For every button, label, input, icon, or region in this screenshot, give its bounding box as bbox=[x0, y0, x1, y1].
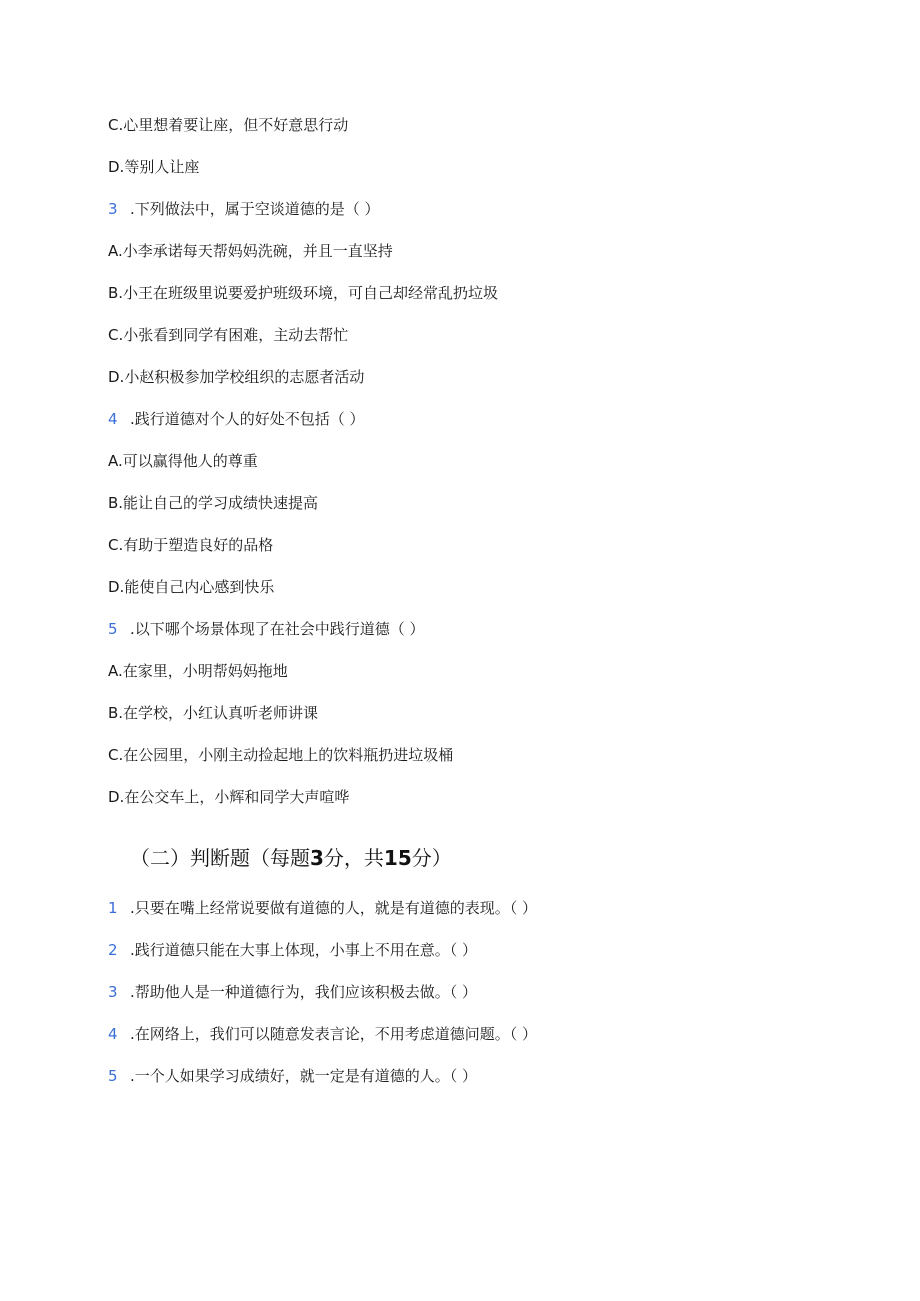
option-text: B.在学校，小红认真听老师讲课 bbox=[108, 704, 319, 722]
question-line bbox=[108, 409, 365, 429]
section-heading-prefix: （二）判断题（每题 bbox=[130, 846, 310, 870]
option-line bbox=[108, 787, 349, 807]
question-number: 1 bbox=[108, 899, 118, 917]
option-line bbox=[108, 493, 318, 513]
option-line bbox=[108, 157, 199, 177]
question-line bbox=[108, 940, 477, 960]
option-text: B.小王在班级里说要爱护班级环境，可自己却经常乱扔垃圾 bbox=[108, 284, 499, 302]
question-text: .以下哪个场景体现了在社会中践行道德（ ） bbox=[130, 620, 425, 638]
question-line bbox=[108, 619, 425, 639]
section-heading-suffix: 分） bbox=[411, 846, 452, 870]
option-line bbox=[108, 367, 364, 387]
question-number: 3 bbox=[108, 200, 118, 218]
question-text: .一个人如果学习成绩好，就一定是有道德的人。（ ） bbox=[130, 1067, 478, 1085]
question-text: .帮助他人是一种道德行为，我们应该积极去做。（ ） bbox=[130, 983, 478, 1001]
option-text: D.小赵积极参加学校组织的志愿者活动 bbox=[108, 368, 365, 386]
question-number: 4 bbox=[108, 410, 118, 428]
option-text: A.可以赢得他人的尊重 bbox=[108, 452, 258, 470]
option-text: C.心里想着要让座，但不好意思行动 bbox=[108, 116, 349, 134]
option-line bbox=[108, 661, 288, 681]
question-line bbox=[108, 898, 537, 918]
question-line bbox=[108, 199, 380, 219]
option-text: D.能使自己内心感到快乐 bbox=[108, 578, 275, 596]
question-text: .践行道德只能在大事上体现，小事上不用在意。（ ） bbox=[130, 941, 478, 959]
question-text: .下列做法中，属于空谈道德的是（ ） bbox=[130, 200, 380, 218]
option-text: C.小张看到同学有困难，主动去帮忙 bbox=[108, 326, 349, 344]
option-text: C.在公园里，小刚主动捡起地上的饮料瓶扔进垃圾桶 bbox=[108, 746, 454, 764]
question-number: 2 bbox=[108, 941, 118, 959]
section-heading-mid: 分，共 bbox=[323, 846, 384, 870]
option-text: A.小李承诺每天帮妈妈洗碗，并且一直坚持 bbox=[108, 242, 393, 260]
option-text: C.有助于塑造良好的品格 bbox=[108, 536, 274, 554]
section-points-each: 3 bbox=[310, 846, 324, 870]
option-text: A.在家里，小明帮妈妈拖地 bbox=[108, 662, 288, 680]
question-line bbox=[108, 982, 477, 1002]
question-text: .践行道德对个人的好处不包括（ ） bbox=[130, 410, 365, 428]
option-line bbox=[108, 325, 348, 345]
question-text: .在网络上，我们可以随意发表言论，不用考虑道德问题。（ ） bbox=[130, 1025, 538, 1043]
option-line bbox=[108, 535, 273, 555]
question-text: .只要在嘴上经常说要做有道德的人，就是有道德的表现。（ ） bbox=[130, 899, 538, 917]
option-line bbox=[108, 577, 274, 597]
section-heading bbox=[130, 845, 452, 871]
question-number: 5 bbox=[108, 1067, 118, 1085]
option-line bbox=[108, 745, 453, 765]
option-line bbox=[108, 703, 318, 723]
question-number: 4 bbox=[108, 1025, 118, 1043]
question-line bbox=[108, 1024, 537, 1044]
section-points-total: 15 bbox=[383, 846, 412, 870]
option-line bbox=[108, 283, 498, 303]
option-line bbox=[108, 241, 393, 261]
option-line bbox=[108, 115, 348, 135]
option-text: D.在公交车上，小辉和同学大声喧哗 bbox=[108, 788, 350, 806]
question-line bbox=[108, 1066, 477, 1086]
question-number: 3 bbox=[108, 983, 118, 1001]
option-text: D.等别人让座 bbox=[108, 158, 200, 176]
option-text: B.能让自己的学习成绩快速提高 bbox=[108, 494, 319, 512]
option-line bbox=[108, 451, 258, 471]
question-number: 5 bbox=[108, 620, 118, 638]
